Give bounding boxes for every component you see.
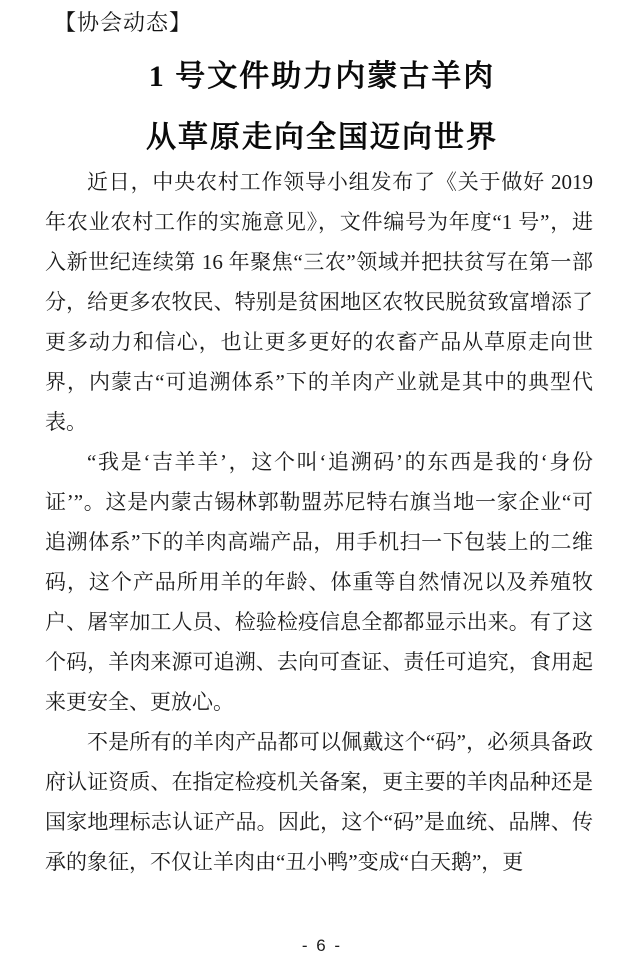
document-body bbox=[45, 162, 593, 882]
document-title bbox=[0, 46, 644, 168]
body-paragraph: “我是‘吉羊羊’，这个叫‘追溯码’的东西是我的‘身份证’”。这是内蒙古锡林郭勒盟苏尼特右旗当地一家企业“可追溯体系”下的羊肉高端产品，用手机扫一下包装上的二维码，这个产品所用羊的年龄、体重等自然情况以及养殖牧户、屠宰加工人员、检验检疫信息全都都显示出来。有了这个码，羊肉来源可追溯、去向可查证、责任可追究，食用起来更安全、更放心。 bbox=[45, 450, 593, 714]
document-title-line-1: 1 号文件助力内蒙古羊肉 bbox=[148, 60, 496, 93]
body-paragraph: 近日，中央农村工作领导小组发布了《关于做好 2019 年农业农村工作的实施意见》，文件编号为年度“1 号”，进入新世纪连续第 16 年聚焦“三农”领域并把扶贫写在第一部分，给更多农牧民、特别是贫困地区农牧民脱贫致富增添了更多动力和信心，也让更多更好的农畜产品从草原走向世界，内蒙古“可追溯体系”下的羊肉产业就是其中的典型代表。 bbox=[45, 170, 593, 434]
document-title-line-2: 从草原走向全国迈向世界 bbox=[146, 121, 498, 154]
body-paragraph: 不是所有的羊肉产品都可以佩戴这个“码”，必须具备政府认证资质、在指定检疫机关备案，更主要的羊肉品种还是国家地理标志认证产品。因此，这个“码”是血统、品牌、传承的象征，不仅让羊肉由“丑小鸭”变成“白天鹅”，更 bbox=[45, 730, 593, 874]
section-tag: 【协会动态】 bbox=[54, 10, 193, 35]
page-number: - 6 - bbox=[301, 936, 343, 955]
